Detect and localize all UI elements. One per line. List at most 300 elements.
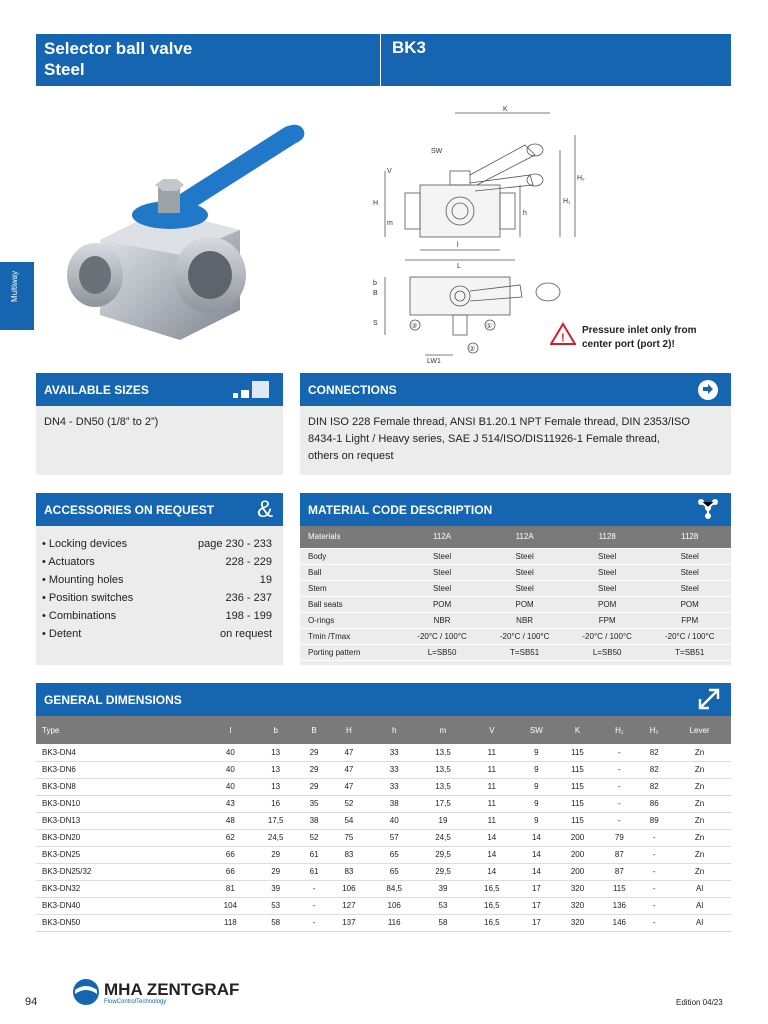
table-cell: 82 <box>640 761 668 778</box>
accessory-item <box>42 592 272 604</box>
warning-line-1: Pressure inlet only from <box>582 325 697 336</box>
accessory-page: 228 - 229 <box>225 556 272 568</box>
table-cell: BK3-DN8 <box>36 778 209 795</box>
table-cell: 13,5 <box>419 761 468 778</box>
table-cell: NBR <box>401 612 484 628</box>
column-header: h <box>370 716 419 744</box>
title-line-2: Steel <box>44 60 85 79</box>
table-cell: 82 <box>640 778 668 795</box>
table-cell: 53 <box>251 897 300 914</box>
table-cell: 29 <box>251 863 300 880</box>
brand-subtitle: FlowControlTechnology <box>104 999 167 1005</box>
dim-label-h: h <box>523 210 527 217</box>
table-cell: 79 <box>598 829 640 846</box>
column-header: H₁ <box>598 716 640 744</box>
table-cell: 17,5 <box>419 795 468 812</box>
column-header: 1128 <box>566 526 649 548</box>
table-cell: 115 <box>557 744 599 761</box>
table-cell: Stem <box>300 580 401 596</box>
table-cell: 83 <box>328 846 370 863</box>
accessory-item <box>42 610 272 622</box>
table-cell: 14 <box>516 846 556 863</box>
accessory-label: • Actuators <box>42 556 95 568</box>
table-cell: BK3-DN25 <box>36 846 209 863</box>
column-header: m <box>419 716 468 744</box>
column-header: SW <box>516 716 556 744</box>
table-cell: 104 <box>209 897 251 914</box>
table-cell: 14 <box>516 863 556 880</box>
accessory-label: • Mounting holes <box>42 574 124 586</box>
table-cell: 320 <box>557 897 599 914</box>
table-cell: 83 <box>328 863 370 880</box>
table-cell: BK3-DN10 <box>36 795 209 812</box>
column-header: 112A <box>483 526 566 548</box>
dim-label-lw1: LW1 <box>427 358 441 365</box>
column-header: V <box>467 716 516 744</box>
product-code: BK3 <box>392 38 427 57</box>
dim-label-sw: SW <box>431 148 443 155</box>
table-cell: 54 <box>328 812 370 829</box>
table-cell: FPM <box>648 612 731 628</box>
table-cell: Ball <box>300 564 401 580</box>
table-cell: 9 <box>516 812 556 829</box>
material-row <box>300 612 731 628</box>
table-cell: Zn <box>668 744 731 761</box>
table-cell: BK3-DN32 <box>36 880 209 897</box>
accessory-label: • Locking devices <box>42 538 128 550</box>
dimension-row <box>36 897 731 914</box>
ampersand-icon: & <box>256 496 273 523</box>
table-cell: Zn <box>668 829 731 846</box>
table-cell: L=SB50 <box>566 644 649 660</box>
table-cell: -20°C / 100°C <box>483 628 566 644</box>
table-cell: 35 <box>300 795 328 812</box>
column-header: b <box>251 716 300 744</box>
table-cell: 87 <box>598 846 640 863</box>
connections-body <box>300 406 731 475</box>
expand-arrow-icon <box>697 687 721 711</box>
table-cell: BK3-DN25/32 <box>36 863 209 880</box>
dimension-row <box>36 880 731 897</box>
table-cell: BK3-DN50 <box>36 914 209 931</box>
table-cell: - <box>598 761 640 778</box>
dim-label-h1: H₁ <box>563 198 571 205</box>
dim-label-l-cap: L <box>457 263 461 270</box>
dimensions-header <box>36 683 731 716</box>
table-cell: 14 <box>467 829 516 846</box>
table-cell: 33 <box>370 761 419 778</box>
port-3-label: ③ <box>411 323 418 330</box>
table-cell: 61 <box>300 863 328 880</box>
dim-label-k: K <box>503 106 508 113</box>
table-cell: - <box>640 829 668 846</box>
table-cell: 16,5 <box>467 914 516 931</box>
table-cell: L=SB50 <box>401 644 484 660</box>
svg-text:!: ! <box>561 332 565 344</box>
table-cell: 58 <box>419 914 468 931</box>
valve-product-image <box>60 115 320 345</box>
table-cell: 11 <box>467 744 516 761</box>
table-cell: Steel <box>648 548 731 564</box>
connection-icon <box>697 379 719 401</box>
table-cell: Steel <box>648 564 731 580</box>
table-cell: Porting pattern <box>300 644 401 660</box>
table-cell: 9 <box>516 761 556 778</box>
column-header: Lever <box>668 716 731 744</box>
table-cell: 17 <box>516 880 556 897</box>
dim-label-b: b <box>373 280 377 287</box>
side-tab[interactable] <box>0 262 34 330</box>
table-cell: 29,5 <box>419 863 468 880</box>
header-title <box>44 38 192 80</box>
dimensions-table <box>36 716 731 932</box>
dimensions-panel <box>36 683 731 932</box>
mha-logo-icon <box>72 978 100 1006</box>
table-cell: 19 <box>419 812 468 829</box>
accessories-body <box>36 526 283 665</box>
warning-line-2: center port (port 2)! <box>582 339 675 350</box>
table-cell: 40 <box>209 744 251 761</box>
table-cell: 65 <box>370 846 419 863</box>
material-row <box>300 548 731 564</box>
connections-title: CONNECTIONS <box>308 383 397 397</box>
port-1-label: ① <box>486 323 493 330</box>
table-cell: 58 <box>251 914 300 931</box>
table-cell: 43 <box>209 795 251 812</box>
table-cell: 40 <box>370 812 419 829</box>
dim-label-l: l <box>457 242 459 249</box>
dimension-row <box>36 846 731 863</box>
table-cell: BK3-DN40 <box>36 897 209 914</box>
table-cell: - <box>640 863 668 880</box>
table-cell: 29,5 <box>419 846 468 863</box>
table-cell: 115 <box>557 812 599 829</box>
accessory-label: • Detent <box>42 628 82 640</box>
table-cell: - <box>300 897 328 914</box>
table-cell: 17 <box>516 897 556 914</box>
table-cell: 9 <box>516 795 556 812</box>
table-cell: 87 <box>598 863 640 880</box>
dimension-row <box>36 778 731 795</box>
table-cell: 62 <box>209 829 251 846</box>
table-cell: Zn <box>668 846 731 863</box>
accessory-item <box>42 538 272 550</box>
table-cell: 13,5 <box>419 778 468 795</box>
available-sizes-title: AVAILABLE SIZES <box>44 383 149 397</box>
table-cell: 84,5 <box>370 880 419 897</box>
table-cell: 24,5 <box>251 829 300 846</box>
table-cell: - <box>300 880 328 897</box>
table-cell: POM <box>566 596 649 612</box>
table-cell: Steel <box>483 580 566 596</box>
table-cell: 48 <box>209 812 251 829</box>
table-cell: 16,5 <box>467 880 516 897</box>
table-cell: POM <box>483 596 566 612</box>
header-bar <box>36 34 731 86</box>
table-cell: 39 <box>419 880 468 897</box>
table-cell: - <box>300 914 328 931</box>
table-cell: 14 <box>467 863 516 880</box>
connections-panel <box>300 373 731 475</box>
table-cell: O-rings <box>300 612 401 628</box>
column-header: Materials <box>300 526 401 548</box>
table-cell: 115 <box>598 880 640 897</box>
table-cell: 115 <box>557 795 599 812</box>
table-cell: 61 <box>300 846 328 863</box>
table-cell: 118 <box>209 914 251 931</box>
table-cell: Steel <box>648 580 731 596</box>
dimension-row <box>36 812 731 829</box>
accessory-item <box>42 556 272 568</box>
accessory-item <box>42 628 272 640</box>
table-cell: 57 <box>370 829 419 846</box>
available-sizes-panel <box>36 373 283 475</box>
table-cell: 29 <box>300 744 328 761</box>
table-cell: 146 <box>598 914 640 931</box>
table-cell: T=SB51 <box>648 644 731 660</box>
table-cell: Steel <box>566 564 649 580</box>
table-cell: Steel <box>566 580 649 596</box>
pressure-warning <box>550 322 730 351</box>
table-cell: Steel <box>483 564 566 580</box>
table-cell: 137 <box>328 914 370 931</box>
table-cell: 47 <box>328 778 370 795</box>
connections-line-3: others on request <box>308 450 394 462</box>
table-cell: Steel <box>566 548 649 564</box>
table-cell: 33 <box>370 744 419 761</box>
table-cell: BK3-DN6 <box>36 761 209 778</box>
material-row <box>300 596 731 612</box>
table-cell: Al <box>668 880 731 897</box>
accessory-item <box>42 574 272 586</box>
table-cell: 11 <box>467 778 516 795</box>
table-cell: FPM <box>566 612 649 628</box>
table-cell: 29 <box>300 778 328 795</box>
table-cell: 9 <box>516 778 556 795</box>
table-cell: 127 <box>328 897 370 914</box>
table-cell: 47 <box>328 761 370 778</box>
connections-line-2: 8434-1 Light / Heavy series, SAE J 514/ISO/DIS11926-1 Female thread, <box>308 433 660 445</box>
table-cell: Zn <box>668 795 731 812</box>
header-divider <box>380 34 381 86</box>
table-cell: Ball seats <box>300 596 401 612</box>
table-cell: BK3-DN13 <box>36 812 209 829</box>
dim-label-v: V <box>387 168 392 175</box>
table-cell: 17,5 <box>251 812 300 829</box>
table-cell: 29 <box>300 761 328 778</box>
table-cell: 40 <box>209 778 251 795</box>
page-number: 94 <box>25 996 38 1008</box>
table-cell: -20°C / 100°C <box>648 628 731 644</box>
dimensions-title: GENERAL DIMENSIONS <box>44 693 182 707</box>
dimension-row-header <box>36 716 731 744</box>
table-cell: Body <box>300 548 401 564</box>
dimension-row <box>36 795 731 812</box>
available-sizes-header <box>36 373 283 406</box>
table-cell: 17 <box>516 914 556 931</box>
table-cell: 200 <box>557 829 599 846</box>
available-sizes-body <box>36 406 283 475</box>
table-cell: 11 <box>467 812 516 829</box>
table-cell: 200 <box>557 863 599 880</box>
table-cell: Steel <box>401 548 484 564</box>
sizes-icon <box>233 379 273 399</box>
table-cell: 13 <box>251 761 300 778</box>
table-cell: 11 <box>467 761 516 778</box>
table-cell: Tmin /Tmax <box>300 628 401 644</box>
table-cell: 66 <box>209 846 251 863</box>
table-cell: - <box>640 880 668 897</box>
table-cell: Steel <box>401 564 484 580</box>
table-cell: Zn <box>668 778 731 795</box>
dim-label-s: S <box>373 320 378 327</box>
table-cell: 116 <box>370 914 419 931</box>
table-cell: 115 <box>557 761 599 778</box>
table-cell: 66 <box>209 863 251 880</box>
table-cell: 47 <box>328 744 370 761</box>
table-cell: 14 <box>467 846 516 863</box>
column-header: H₂ <box>640 716 668 744</box>
table-cell: 39 <box>251 880 300 897</box>
dimension-row <box>36 863 731 880</box>
connections-header <box>300 373 731 406</box>
accessory-label: • Position switches <box>42 592 134 604</box>
accessory-page: page 230 - 233 <box>197 538 272 550</box>
table-cell: 106 <box>328 880 370 897</box>
table-cell: 29 <box>251 846 300 863</box>
table-cell: -20°C / 100°C <box>566 628 649 644</box>
dim-label-h2: H₂ <box>577 175 585 182</box>
side-tab-label: Multiway <box>10 270 19 302</box>
table-cell: 13 <box>251 778 300 795</box>
material-body <box>300 526 731 665</box>
material-row <box>300 564 731 580</box>
table-cell: POM <box>648 596 731 612</box>
table-cell: Al <box>668 897 731 914</box>
table-cell: 320 <box>557 914 599 931</box>
table-cell: 53 <box>419 897 468 914</box>
table-cell: 52 <box>300 829 328 846</box>
table-cell: - <box>598 778 640 795</box>
table-cell: T=SB51 <box>483 644 566 660</box>
table-cell: 9 <box>516 744 556 761</box>
network-icon <box>697 498 719 520</box>
accessories-header <box>36 493 283 526</box>
table-cell: 13,5 <box>419 744 468 761</box>
dim-label-h-cap: H <box>373 200 379 207</box>
table-cell: 52 <box>328 795 370 812</box>
warning-icon <box>550 322 576 346</box>
dimension-row <box>36 761 731 778</box>
dimension-row <box>36 744 731 761</box>
table-cell: - <box>598 795 640 812</box>
table-cell: Al <box>668 914 731 931</box>
column-header: 1128 <box>648 526 731 548</box>
material-row <box>300 628 731 644</box>
table-cell: 33 <box>370 778 419 795</box>
table-cell: BK3-DN4 <box>36 744 209 761</box>
connections-line-1: DIN ISO 228 Female thread, ANSI B1.20.1 NPT Female thread, DIN 2353/ISO <box>308 416 690 428</box>
table-cell: 16,5 <box>467 897 516 914</box>
table-cell: 38 <box>370 795 419 812</box>
table-cell: Zn <box>668 761 731 778</box>
table-cell: 81 <box>209 880 251 897</box>
table-cell: - <box>640 914 668 931</box>
table-cell: BK3-DN20 <box>36 829 209 846</box>
material-title: MATERIAL CODE DESCRIPTION <box>308 503 493 517</box>
table-cell: 75 <box>328 829 370 846</box>
material-row <box>300 580 731 596</box>
table-cell: 16 <box>251 795 300 812</box>
edition: Edition 04/23 <box>676 998 723 1007</box>
table-cell: - <box>640 846 668 863</box>
table-cell: 115 <box>557 778 599 795</box>
brand-name: MHA ZENTGRAF <box>104 980 240 999</box>
table-cell: 86 <box>640 795 668 812</box>
table-cell: 65 <box>370 863 419 880</box>
title-line-1: Selector ball valve <box>44 39 193 58</box>
table-cell: 136 <box>598 897 640 914</box>
dim-label-m: m <box>387 220 393 227</box>
table-cell: 11 <box>467 795 516 812</box>
table-cell: Steel <box>401 580 484 596</box>
material-row-header <box>300 526 731 548</box>
table-cell: 106 <box>370 897 419 914</box>
material-header <box>300 493 731 526</box>
dimension-row <box>36 829 731 846</box>
table-cell: 200 <box>557 846 599 863</box>
accessories-title: ACCESSORIES ON REQUEST <box>44 503 215 517</box>
table-cell: 320 <box>557 880 599 897</box>
material-panel <box>300 493 731 665</box>
material-table <box>300 526 731 661</box>
table-cell: Steel <box>483 548 566 564</box>
column-header: B <box>300 716 328 744</box>
accessory-page: 19 <box>259 574 272 586</box>
column-header: l <box>209 716 251 744</box>
table-cell: - <box>598 744 640 761</box>
accessories-panel <box>36 493 283 665</box>
table-cell: 38 <box>300 812 328 829</box>
material-row <box>300 644 731 660</box>
table-cell: -20°C / 100°C <box>401 628 484 644</box>
accessory-page: 198 - 199 <box>225 610 272 622</box>
table-cell: 14 <box>516 829 556 846</box>
dimension-row <box>36 914 731 931</box>
table-cell: 82 <box>640 744 668 761</box>
accessory-label: • Combinations <box>42 610 117 622</box>
table-cell: 13 <box>251 744 300 761</box>
dim-label-b-cap: B <box>373 290 378 297</box>
table-cell: 40 <box>209 761 251 778</box>
table-cell: - <box>640 897 668 914</box>
column-header: K <box>557 716 599 744</box>
column-header: H <box>328 716 370 744</box>
table-cell: Zn <box>668 812 731 829</box>
column-header: 112A <box>401 526 484 548</box>
accessory-page: 236 - 237 <box>225 592 272 604</box>
table-cell: 89 <box>640 812 668 829</box>
column-header: Type <box>36 716 209 744</box>
port-2-label: ② <box>469 346 476 353</box>
table-cell: 24,5 <box>419 829 468 846</box>
table-cell: NBR <box>483 612 566 628</box>
available-sizes-text: DN4 - DN50 (1/8” to 2”) <box>44 416 159 428</box>
accessory-page: on request <box>220 628 272 640</box>
table-cell: Zn <box>668 863 731 880</box>
table-cell: POM <box>401 596 484 612</box>
table-cell: - <box>598 812 640 829</box>
